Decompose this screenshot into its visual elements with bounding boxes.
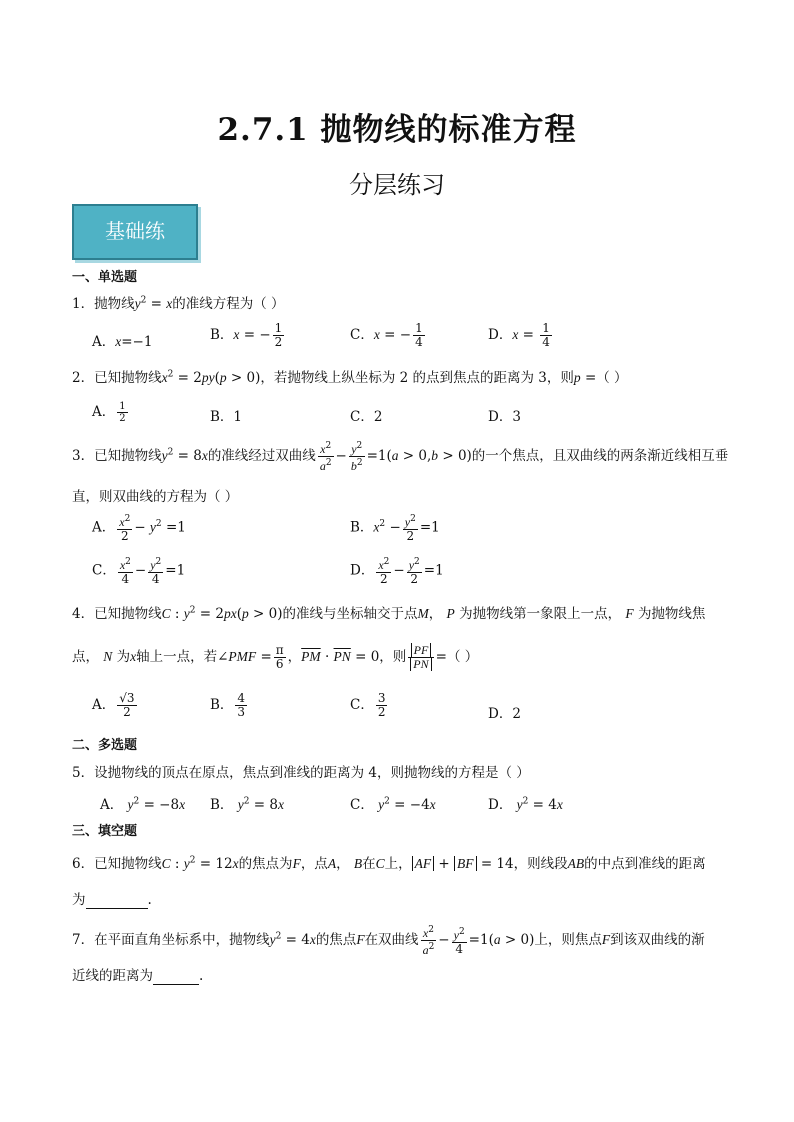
question-3-line2: 直，则双曲线的方程为（ ） [72, 489, 239, 505]
q6-answer-blank[interactable] [86, 892, 148, 909]
section-multiple-choice: 二、多选题 [72, 738, 138, 753]
q4-option-c[interactable]: C． $\frac{3}{2}$ [350, 691, 386, 719]
q2-option-b[interactable]: B．1 [210, 409, 243, 425]
q1-option-a[interactable]: A．x=−1 [92, 334, 153, 350]
section-single-choice: 一、单选题 [72, 270, 138, 285]
q2-option-a[interactable]: A． $\frac{1}{2}$ [92, 401, 126, 424]
question-4-line2: 点， N 为x轴上一点，若∠PMF = $\frac{\pi}{6}$ ，$\overline{PM} \cdot \overline{PN} = 0$，则 $\frac{PF}{PN}$ =（ ） [72, 643, 479, 671]
question-7: 7．在平面直角坐标系中，抛物线$y^2 = 4x$的焦点F在双曲线 $\frac{x^2}{a^2}$ − $\frac{y^2}{4}$ =1(a > 0)上，则焦点F到该双曲线的渐 [72, 925, 705, 957]
q3-option-d[interactable]: D． $\frac{x^2}{2}$ − $\frac{y^2}{2}$ =1 [350, 557, 444, 586]
q2-option-c[interactable]: C．2 [350, 409, 383, 425]
q1-option-d[interactable]: D．x = $\frac{1}{4}$ [488, 321, 550, 349]
q1-option-c[interactable]: C．x = − $\frac{1}{4}$ [350, 321, 423, 349]
q4-option-d[interactable]: D．2 [488, 706, 521, 722]
question-4: 4．已知抛物线C : $y^2 = 2px(p > 0)$的准线与坐标轴交于点M， P 为抛物线第一象限上一点， F 为抛物线焦 [72, 605, 706, 622]
question-5: 5．设抛物线的顶点在原点，焦点到准线的距离为 4，则抛物线的方程是（ ） [72, 765, 530, 781]
question-1: 1．抛物线$y^2 = x$的准线方程为（ ） [72, 295, 285, 312]
q5-option-c[interactable]: C． $y^2 = -4x$ [350, 796, 436, 813]
q4-option-a[interactable]: A． $\frac{√3}{2}$ [92, 691, 135, 719]
q5-option-a[interactable]: A． $y^2 = -8x$ [100, 796, 186, 813]
q1-option-b[interactable]: B．x = − $\frac{1}{2}$ [210, 321, 283, 349]
section-fill-in: 三、填空题 [72, 824, 138, 839]
question-3: 3．已知抛物线$y^2 = 8x$的准线经过双曲线 $\frac{x^2}{a^2}$ − $\frac{y^2}{b^2}$ =1(a > 0,b > 0)的一个焦点，且双曲线的两条渐近线相互垂 [72, 441, 729, 473]
q7-answer-blank[interactable] [153, 968, 199, 985]
question-2: 2．已知抛物线$x^2 = 2py(p > 0)$，若抛物线上纵坐标为 2 的点到焦点的距离为 3，则p =（ ） [72, 369, 628, 386]
q3-option-a[interactable]: A． $\frac{x^2}{2}$ − $y^2 =1$ [92, 514, 186, 543]
question-6-line2: 为 . [72, 892, 152, 908]
q3-option-b[interactable]: B．$x^2$ − $\frac{y^2}{2}$ =1 [350, 514, 440, 543]
q3-option-c[interactable]: C． $\frac{x^2}{4}$ − $\frac{y^2}{4}$ =1 [92, 557, 186, 586]
q5-option-d[interactable]: D． $y^2 = 4x$ [488, 796, 563, 813]
level-badge: 基础练 [72, 204, 198, 260]
question-6: 6．已知抛物线C : $y^2 = 12x$的焦点为F，点A， B在C上， AF + BF = 14，则线段AB的中点到准线的距离 [72, 855, 706, 872]
q5-option-b[interactable]: B． $y^2 = 8x$ [210, 796, 284, 813]
q4-option-b[interactable]: B． $\frac{4}{3}$ [210, 691, 246, 719]
page-title: 2.7.1 抛物线的标准方程 [217, 112, 577, 148]
q2-option-d[interactable]: D．3 [488, 409, 521, 425]
page-subtitle: 分层练习 [349, 171, 445, 199]
question-7-line2: 近线的距离为 . [72, 968, 204, 984]
